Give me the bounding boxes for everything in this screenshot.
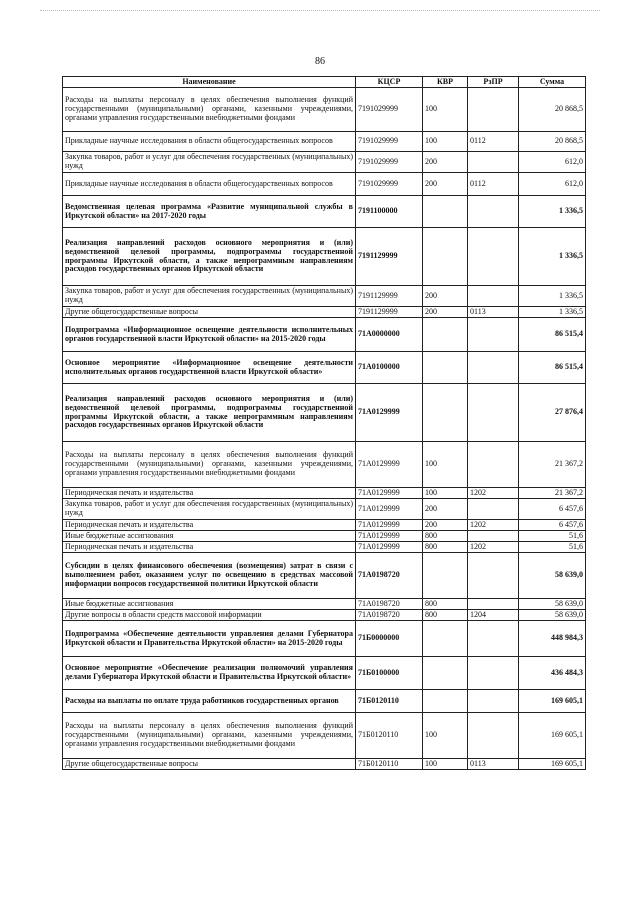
cell-rzpr <box>468 384 519 442</box>
page-number: 86 <box>315 56 325 67</box>
cell-name: Иные бюджетные ассигнования <box>63 599 356 610</box>
header-sum: Сумма <box>519 77 586 88</box>
cell-name: Периодическая печать и издательства <box>63 542 356 553</box>
cell-rzpr <box>468 621 519 657</box>
cell-rzpr <box>468 690 519 713</box>
cell-kvr: 200 <box>423 286 468 307</box>
cell-kvr: 800 <box>423 610 468 621</box>
cell-sum: 6 457,6 <box>519 520 586 531</box>
cell-kvr: 100 <box>423 132 468 152</box>
cell-sum: 21 367,2 <box>519 488 586 499</box>
table-row <box>63 88 586 132</box>
table-row <box>63 499 586 520</box>
cell-rzpr: 1204 <box>468 610 519 621</box>
table-row <box>63 352 586 384</box>
cell-rzpr: 1202 <box>468 542 519 553</box>
cell-rzpr <box>468 352 519 384</box>
header-name: Наименование <box>63 77 356 88</box>
cell-kcsr: 7191029999 <box>356 88 423 132</box>
cell-kcsr: 71А0198720 <box>356 553 423 599</box>
cell-sum: 58 639,0 <box>519 610 586 621</box>
table-row <box>63 621 586 657</box>
cell-kvr: 100 <box>423 442 468 488</box>
cell-name: Другие вопросы в области средств массовой информации <box>63 610 356 621</box>
cell-sum: 169 605,1 <box>519 713 586 759</box>
cell-rzpr <box>468 152 519 173</box>
cell-kvr: 800 <box>423 531 468 542</box>
cell-rzpr: 0112 <box>468 132 519 152</box>
cell-name: Реализация направлений расходов основного мероприятия и (или) ведомственной целевой программы, подпрограммы государственной программы Иркутской области, а также непрограммным направлениям расходов государственных органов Иркутской области <box>63 228 356 286</box>
cell-sum: 1 336,5 <box>519 228 586 286</box>
cell-kcsr: 71А0129999 <box>356 542 423 553</box>
cell-kvr: 200 <box>423 520 468 531</box>
cell-name: Расходы на выплаты персоналу в целях обеспечения выполнения функций государственными (муниципальными) органами, казенными учреждениями, органами управления государственными внебюджетными фондами <box>63 442 356 488</box>
cell-kvr <box>423 690 468 713</box>
cell-kcsr: 7191100000 <box>356 196 423 228</box>
cell-kcsr: 71А0129999 <box>356 442 423 488</box>
cell-sum: 20 868,5 <box>519 88 586 132</box>
cell-name: Прикладные научные исследования в области общегосударственных вопросов <box>63 173 356 196</box>
cell-kcsr: 71А0129999 <box>356 488 423 499</box>
table-row <box>63 713 586 759</box>
cell-name: Подпрограмма «Информационное освещение деятельности исполнительных органов государственной власти Иркутской области» на 2015-2020 годы <box>63 318 356 352</box>
cell-rzpr: 1202 <box>468 488 519 499</box>
cell-kcsr: 71А0198720 <box>356 599 423 610</box>
table-row <box>63 531 586 542</box>
cell-name: Основное мероприятие «Обеспечение реализации полномочий управления делами Губернатора Иркутской области и Правительства Иркутской области» <box>63 657 356 690</box>
cell-rzpr <box>468 442 519 488</box>
cell-rzpr <box>468 531 519 542</box>
cell-kcsr: 71А0100000 <box>356 352 423 384</box>
cell-kcsr: 71Б0120110 <box>356 690 423 713</box>
cell-kvr <box>423 352 468 384</box>
cell-kvr <box>423 553 468 599</box>
cell-rzpr <box>468 286 519 307</box>
cell-sum: 51,6 <box>519 542 586 553</box>
cell-name: Закупка товаров, работ и услуг для обеспечения государственных (муниципальных) нужд <box>63 152 356 173</box>
cell-name: Расходы на выплаты персоналу в целях обеспечения выполнения функций государственными (муниципальными) органами, казенными учреждениями, органами управления государственными внебюджетными фондами <box>63 88 356 132</box>
cell-kcsr: 71Б0120110 <box>356 759 423 770</box>
table-row <box>63 152 586 173</box>
cell-kvr: 100 <box>423 488 468 499</box>
table-row <box>63 286 586 307</box>
table-row <box>63 520 586 531</box>
cell-rzpr <box>468 228 519 286</box>
scan-artifact-line <box>40 10 600 11</box>
table-row <box>63 759 586 770</box>
table-row <box>63 307 586 318</box>
cell-kcsr: 7191029999 <box>356 152 423 173</box>
cell-kcsr: 71А0000000 <box>356 318 423 352</box>
cell-sum: 51,6 <box>519 531 586 542</box>
cell-kvr <box>423 384 468 442</box>
cell-sum: 27 876,4 <box>519 384 586 442</box>
cell-name: Прикладные научные исследования в области общегосударственных вопросов <box>63 132 356 152</box>
cell-sum: 86 515,4 <box>519 352 586 384</box>
cell-sum: 1 336,5 <box>519 307 586 318</box>
cell-kvr <box>423 228 468 286</box>
cell-kcsr: 71А0198720 <box>356 610 423 621</box>
cell-name: Реализация направлений расходов основного мероприятия и (или) ведомственной целевой программы, подпрограммы государственной программы Иркутской области, а также непрограммным направлениям расходов государственных органов Иркутской области <box>63 384 356 442</box>
cell-name: Ведомственная целевая программа «Развитие муниципальной службы в Иркутской области» на 2017-2020 годы <box>63 196 356 228</box>
cell-kcsr: 71Б0000000 <box>356 621 423 657</box>
table-row <box>63 488 586 499</box>
cell-kvr <box>423 621 468 657</box>
cell-sum: 448 984,3 <box>519 621 586 657</box>
cell-rzpr <box>468 88 519 132</box>
cell-rzpr <box>468 599 519 610</box>
cell-rzpr <box>468 196 519 228</box>
cell-name: Субсидии в целях финансового обеспечения (возмещения) затрат в связи с выполнением работ, оказанием услуг по освещению в средствах массовой информации вопросов государственной политики Иркутской области <box>63 553 356 599</box>
cell-kcsr: 7191129999 <box>356 228 423 286</box>
cell-kvr <box>423 657 468 690</box>
table-row <box>63 657 586 690</box>
cell-sum: 20 868,5 <box>519 132 586 152</box>
cell-rzpr <box>468 553 519 599</box>
cell-kvr: 200 <box>423 152 468 173</box>
cell-rzpr <box>468 657 519 690</box>
cell-sum: 1 336,5 <box>519 196 586 228</box>
table-row <box>63 599 586 610</box>
cell-kvr: 200 <box>423 173 468 196</box>
cell-kvr <box>423 318 468 352</box>
cell-sum: 169 605,1 <box>519 759 586 770</box>
cell-kcsr: 71А0129999 <box>356 384 423 442</box>
cell-kvr <box>423 196 468 228</box>
cell-kcsr: 71Б0100000 <box>356 657 423 690</box>
cell-kcsr: 7191129999 <box>356 307 423 318</box>
cell-rzpr: 0113 <box>468 759 519 770</box>
budget-table <box>62 76 586 770</box>
cell-name: Основное мероприятие «Информационное освещение деятельности исполнительных органов государственной власти Иркутской области» <box>63 352 356 384</box>
table-row <box>63 384 586 442</box>
table-row <box>63 542 586 553</box>
table-row <box>63 610 586 621</box>
cell-kvr: 100 <box>423 713 468 759</box>
table-header-row <box>63 77 586 88</box>
cell-rzpr <box>468 499 519 520</box>
cell-sum: 58 639,0 <box>519 599 586 610</box>
cell-sum: 86 515,4 <box>519 318 586 352</box>
cell-sum: 6 457,6 <box>519 499 586 520</box>
cell-sum: 436 484,3 <box>519 657 586 690</box>
cell-rzpr <box>468 713 519 759</box>
cell-name: Другие общегосударственные вопросы <box>63 307 356 318</box>
table-row <box>63 690 586 713</box>
table-row <box>63 318 586 352</box>
cell-sum: 1 336,5 <box>519 286 586 307</box>
cell-name: Расходы на выплаты персоналу в целях обеспечения выполнения функций государственными (муниципальными) органами, казенными учреждениями, органами управления государственными внебюджетными фондами <box>63 713 356 759</box>
header-kcsr: КЦСР <box>356 77 423 88</box>
cell-name: Закупка товаров, работ и услуг для обеспечения государственных (муниципальных) нужд <box>63 286 356 307</box>
cell-rzpr: 0112 <box>468 173 519 196</box>
table-row <box>63 173 586 196</box>
cell-rzpr <box>468 318 519 352</box>
header-kvr: КВР <box>423 77 468 88</box>
table-row <box>63 228 586 286</box>
table-row <box>63 442 586 488</box>
cell-name: Другие общегосударственные вопросы <box>63 759 356 770</box>
cell-sum: 21 367,2 <box>519 442 586 488</box>
cell-sum: 58 639,0 <box>519 553 586 599</box>
cell-kvr: 100 <box>423 759 468 770</box>
cell-kcsr: 71А0129999 <box>356 520 423 531</box>
cell-sum: 612,0 <box>519 152 586 173</box>
cell-name: Расходы на выплаты по оплате труда работников государственных органов <box>63 690 356 713</box>
table-row <box>63 132 586 152</box>
cell-kvr: 800 <box>423 599 468 610</box>
cell-kcsr: 71Б0120110 <box>356 713 423 759</box>
table-row <box>63 553 586 599</box>
cell-name: Периодическая печать и издательства <box>63 520 356 531</box>
cell-rzpr: 0113 <box>468 307 519 318</box>
cell-sum: 612,0 <box>519 173 586 196</box>
cell-kcsr: 71А0129999 <box>356 531 423 542</box>
cell-kcsr: 71А0129999 <box>356 499 423 520</box>
cell-kcsr: 7191029999 <box>356 132 423 152</box>
cell-kcsr: 7191129999 <box>356 286 423 307</box>
cell-kcsr: 7191029999 <box>356 173 423 196</box>
cell-kvr: 200 <box>423 499 468 520</box>
cell-name: Подпрограмма «Обеспечение деятельности управления делами Губернатора Иркутской области и Правительства Иркутской области» на 2015-2020 годы <box>63 621 356 657</box>
cell-kvr: 200 <box>423 307 468 318</box>
cell-kvr: 100 <box>423 88 468 132</box>
cell-rzpr: 1202 <box>468 520 519 531</box>
cell-name: Закупка товаров, работ и услуг для обеспечения государственных (муниципальных) нужд <box>63 499 356 520</box>
header-rzpr: РзПР <box>468 77 519 88</box>
cell-name: Иные бюджетные ассигнования <box>63 531 356 542</box>
cell-kvr: 800 <box>423 542 468 553</box>
cell-sum: 169 605,1 <box>519 690 586 713</box>
table-row <box>63 196 586 228</box>
cell-name: Периодическая печать и издательства <box>63 488 356 499</box>
